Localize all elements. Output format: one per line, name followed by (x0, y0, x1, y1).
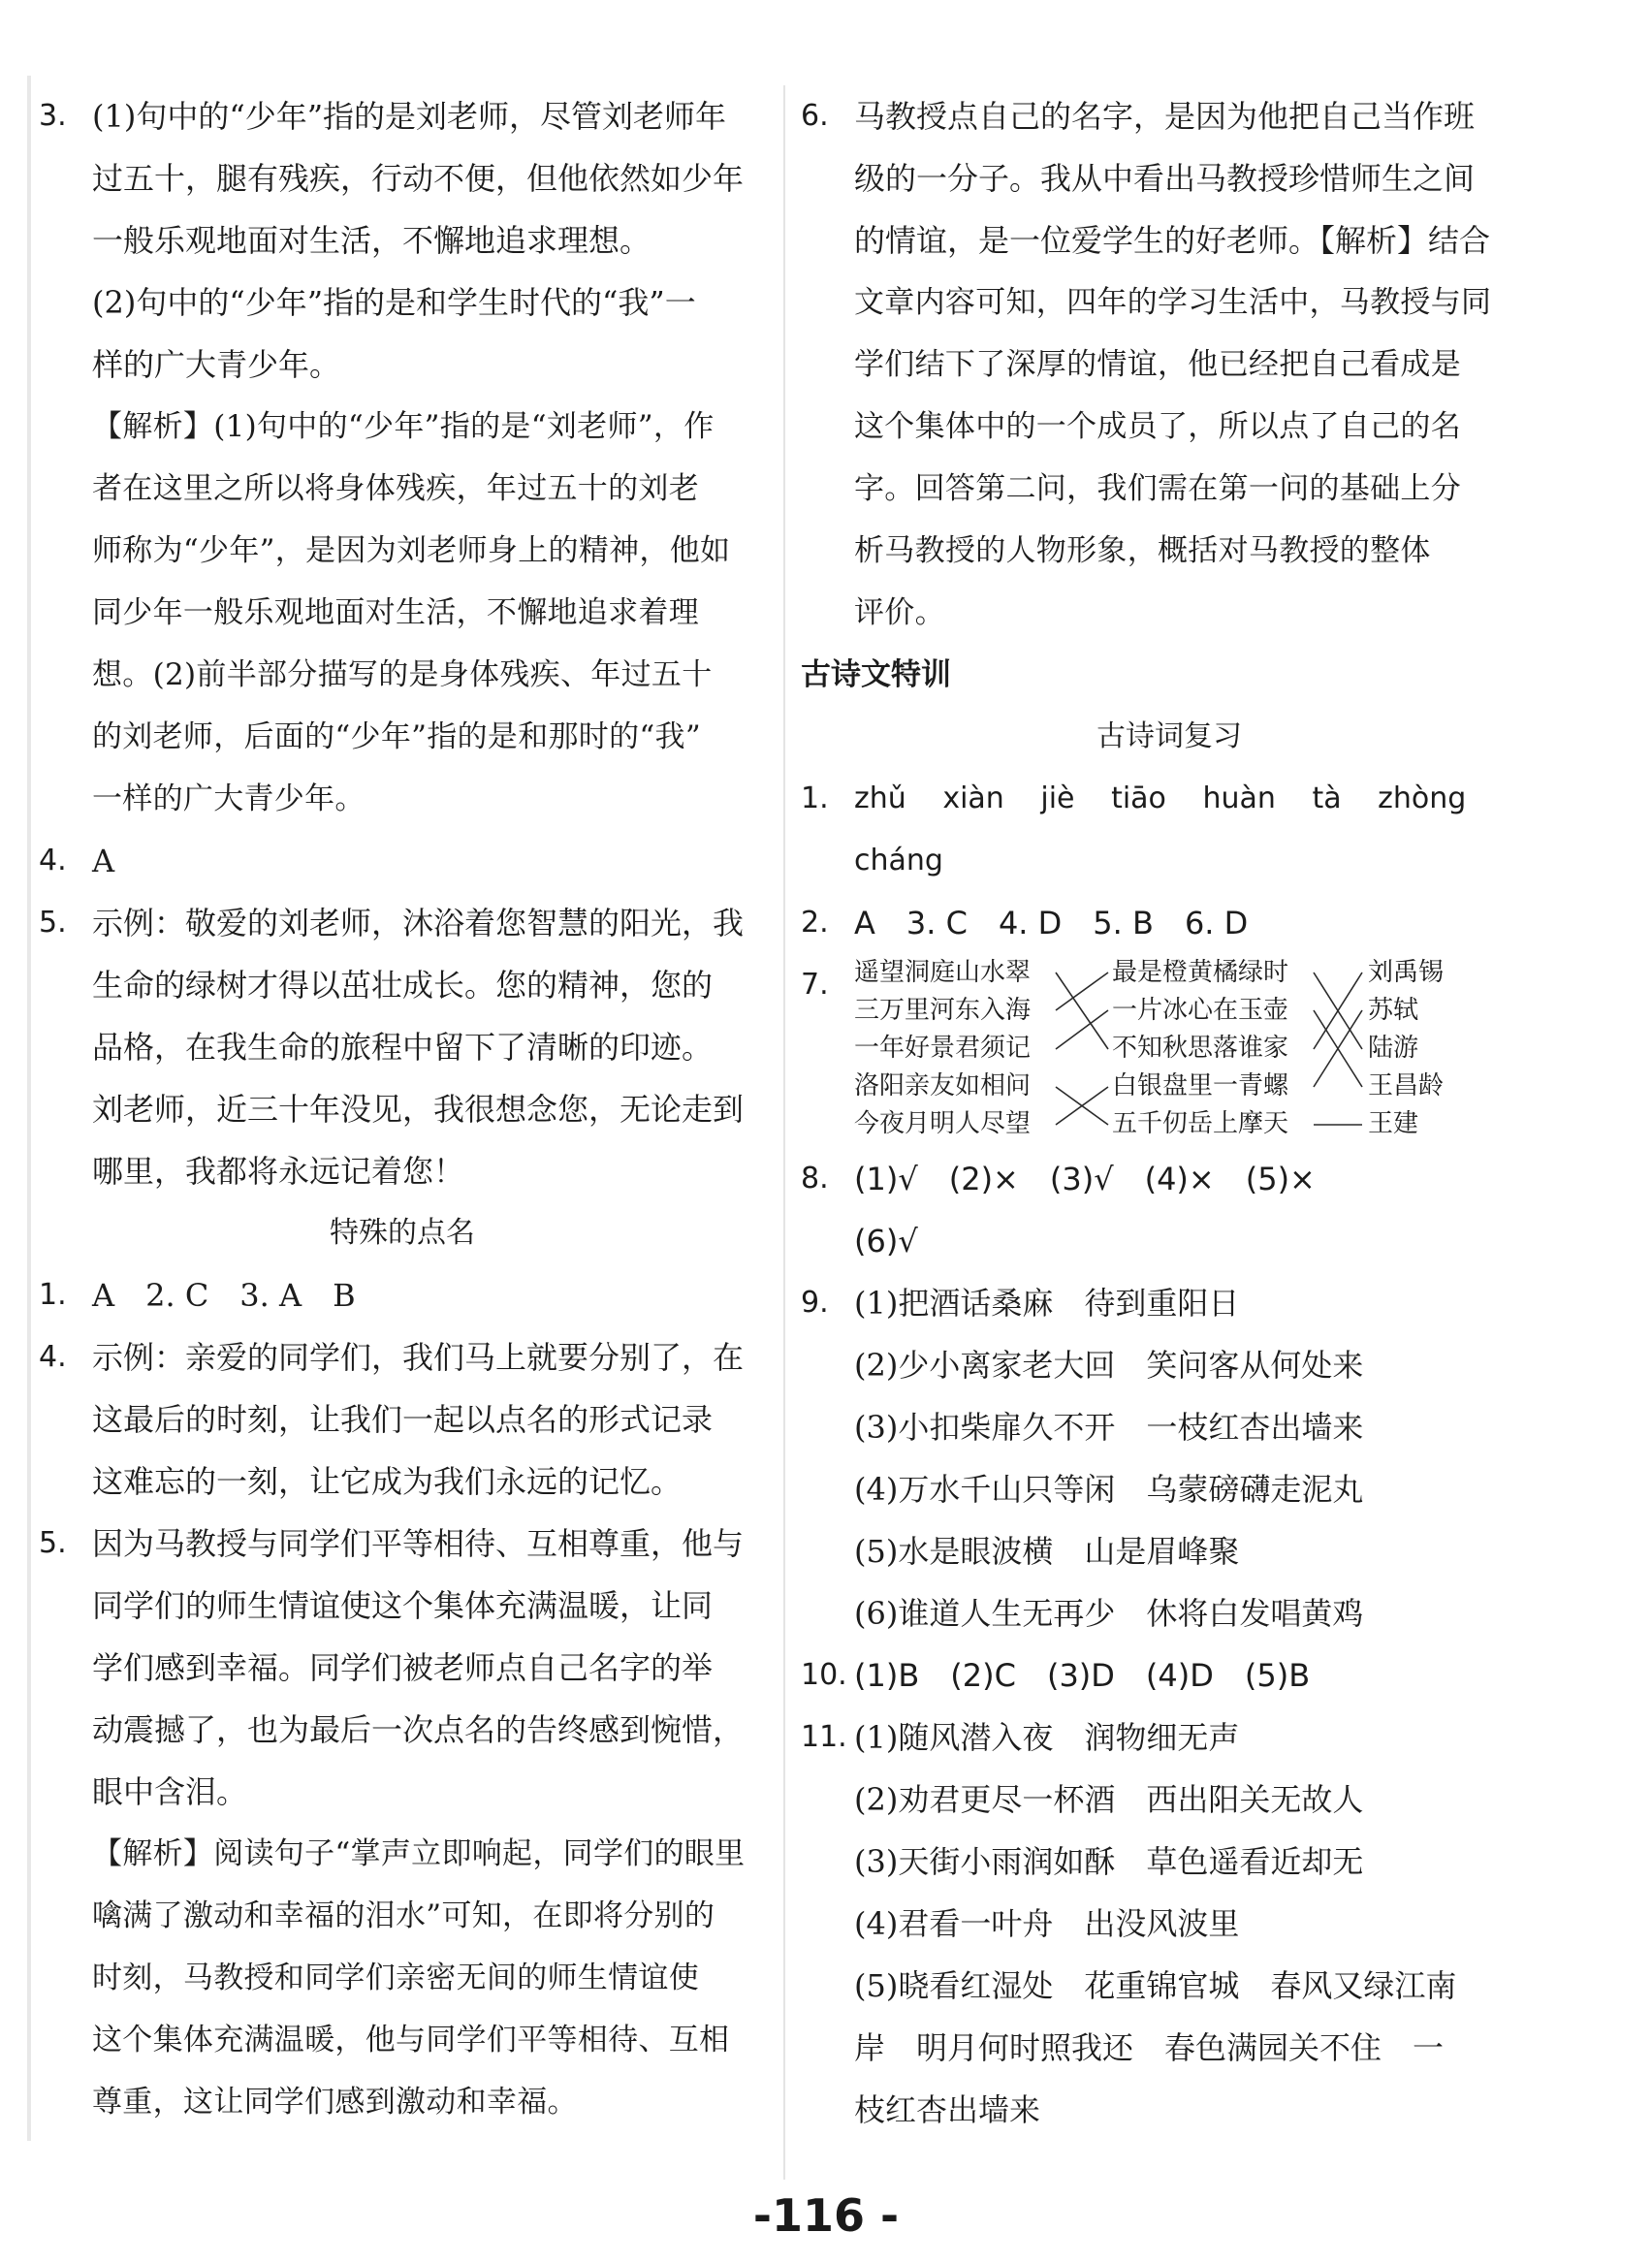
analysis-line: 者在这里之所以将身体残疾，年过五十的刘老 (92, 471, 699, 506)
section-subheading: 古诗词复习 (1096, 719, 1242, 753)
analysis-line: 尊重，这让同学们感到激动和幸福。 (92, 2085, 578, 2120)
right-column (801, 85, 1538, 2141)
answer-line: (5)晓看红湿处 花重锦官城 春风又绿江南 (854, 1967, 1457, 2004)
answer-line: A 2. C 3. A B (92, 1277, 356, 1314)
answer-line: 同学们的师生情谊使这个集体充满温暖，让同 (92, 1587, 714, 1624)
answer-line: (1)随风潜入夜 润物细无声 (854, 1719, 1240, 1756)
poem-line: 一年好景君须记 (854, 1034, 1032, 1063)
poet-name: 王昌龄 (1368, 1071, 1445, 1100)
poem-answer-2 (801, 892, 1538, 954)
answer-line: 哪里，我都将永远记着您！ (92, 1153, 465, 1190)
poem-answer-11 (801, 1706, 1538, 2141)
answer-line: 这个集体中的一个成员了，所以点了自己的名 (854, 409, 1461, 444)
answer-line: 示例：亲爱的同学们，我们马上就要分别了，在 (92, 1339, 745, 1376)
poem-answer-8 (801, 1148, 1538, 1272)
analysis-line: 【解析】阅读句子“掌声立即响起，同学们的眼里 (92, 1836, 746, 1871)
answer-line: 动震撼了，也为最后一次点名的告终感到惋惜， (92, 1711, 745, 1748)
poem-line: 今夜月明人尽望 (854, 1109, 1032, 1138)
match-line (1056, 973, 1108, 1049)
column-divider (783, 85, 785, 2180)
answer-5 (39, 892, 766, 1202)
section-title: 特殊的点名 (330, 1216, 475, 1250)
pinyin: xiàn (942, 781, 1004, 815)
poem-line: 一片冰心在玉壶 (1112, 996, 1289, 1025)
answer-line: 一般乐观地面对生活，不懈地追求理想。 (92, 222, 651, 259)
answer-line: (1)把酒话桑麻 待到重阳日 (854, 1285, 1240, 1322)
answer-line: 这难忘的一刻，让它成为我们永远的记忆。 (92, 1463, 683, 1500)
answer-line: 枝红杏出墙来 (854, 2091, 1041, 2128)
section-heading: 古诗文特训 (801, 657, 951, 692)
answer-number: 4. (39, 1340, 67, 1374)
pinyin: tà (1312, 781, 1342, 815)
analysis-line: 师称为“少年”，是因为刘老师身上的精神，他如 (92, 533, 731, 568)
page-left-rule (27, 76, 31, 2141)
pinyin-row (854, 768, 1538, 830)
poem-answer-9 (801, 1272, 1538, 1644)
answer-line: (5)水是眼波横 山是眉峰聚 (854, 1533, 1240, 1570)
answer-line: (2)劝君更尽一杯酒 西出阳关无故人 (854, 1781, 1364, 1818)
analysis-line: 同少年一般乐观地面对生活，不懈地追求着理 (92, 595, 699, 630)
pinyin: zhòng (1378, 781, 1467, 815)
answer-number: 4. (39, 844, 67, 877)
section-answer-1 (39, 1264, 766, 1326)
poem-line: 白银盘里一青螺 (1112, 1071, 1289, 1100)
answer-line: A (92, 843, 115, 879)
answer-number: 5. (39, 1526, 67, 1560)
poet-name: 刘禹锡 (1368, 958, 1445, 987)
answer-line: 马教授点自己的名字，是因为他把自己当作班 (854, 98, 1476, 135)
answer-number: 3. (39, 99, 67, 133)
answer-line: (3)小扣柴扉久不开 一枝红杏出墙来 (854, 1409, 1364, 1446)
page-number: -116 - (752, 2189, 900, 2242)
poet-column (1368, 954, 1444, 1143)
match-line (1056, 1010, 1108, 1049)
answer-line: 学们感到幸福。同学们被老师点自己名字的举 (92, 1649, 714, 1686)
answer-line: (6)√ (854, 1223, 918, 1260)
poem-answer-10 (801, 1644, 1538, 1706)
pinyin: huàn (1202, 781, 1276, 815)
poem-answer-7 (801, 954, 1538, 1148)
answer-6 (801, 85, 1538, 644)
answer-number: 11. (801, 1720, 847, 1754)
answer-line: 学们结下了深厚的情谊，他已经把自己看成是 (854, 347, 1461, 382)
pinyin: jiè (1040, 781, 1075, 815)
answer-line: (1)句中的“少年”指的是刘老师，尽管刘老师年 (92, 98, 727, 135)
answer-line: (1)√ (2)× (3)√ (4)× (5)× (854, 1161, 1316, 1197)
analysis-line: 噙满了激动和幸福的泪水”可知，在即将分别的 (92, 1898, 715, 1933)
poem-line: 五千仞岳上摩天 (1112, 1109, 1289, 1138)
answer-line: 这最后的时刻，让我们一起以点名的形式记录 (92, 1401, 714, 1438)
answer-line: 刘老师，近三十年没见，我很想念您，无论走到 (92, 1091, 745, 1128)
section-answer-4 (39, 1326, 766, 1513)
answer-line: 级的一分子。我从中看出马教授珍惜师生之间 (854, 160, 1476, 197)
answer-line: 岸 明月何时照我还 春色满园关不住 一 (854, 2029, 1445, 2066)
analysis-line: 【解析】(1)句中的“少年”指的是“刘老师”，作 (92, 409, 715, 444)
poem-line: 洛阳亲友如相问 (854, 1071, 1032, 1100)
pinyin: tiāo (1111, 781, 1166, 815)
poet-name: 苏轼 (1368, 996, 1419, 1025)
answer-line: 的情谊，是一位爱学生的好老师。【解析】结合 (854, 222, 1491, 259)
answer-line: 因为马教授与同学们平等相待、互相尊重，他与 (92, 1525, 745, 1562)
answer-line: (2)句中的“少年”指的是和学生时代的“我”一 (92, 284, 696, 321)
section-answer-5 (39, 1513, 766, 2133)
poet-name: 王建 (1368, 1109, 1419, 1138)
analysis-line: 这个集体充满温暖，他与同学们平等相待、互相 (92, 2023, 730, 2057)
answer-number: 9. (801, 1286, 829, 1320)
answer-line: (1)B (2)C (3)D (4)D (5)B (854, 1657, 1311, 1694)
answer-4 (39, 830, 766, 892)
answer-number: 7. (801, 968, 829, 1002)
answer-line: 评价。 (854, 595, 945, 630)
poem-line-column-1 (854, 954, 1031, 1143)
answer-line: (4)万水千山只等闲 乌蒙磅礴走泥丸 (854, 1471, 1364, 1508)
answer-line: (6)谁道人生无再少 休将白发唱黄鸡 (854, 1595, 1364, 1632)
left-column (39, 85, 766, 2133)
answer-line: 析马教授的人物形象，概括对马教授的整体 (854, 533, 1431, 568)
analysis-line: 想。(2)前半部分描写的是身体残疾、年过五十 (92, 657, 713, 692)
poem-answer-1 (801, 768, 1538, 892)
match-line (1056, 973, 1108, 1010)
poem-line: 遥望洞庭山水翠 (854, 958, 1032, 987)
answer-line: 过五十，腿有残疾，行动不便，但他依然如少年 (92, 160, 745, 197)
answer-line: 生命的绿树才得以茁壮成长。您的精神，您的 (92, 967, 714, 1004)
answer-line: 眼中含泪。 (92, 1773, 248, 1810)
answer-number: 6. (801, 99, 829, 133)
pinyin: zhǔ (854, 781, 906, 815)
pinyin: cháng (854, 844, 943, 877)
answer-number: 1. (39, 1278, 67, 1312)
answer-number: 5. (39, 906, 67, 940)
answer-number: 8. (801, 1162, 829, 1196)
poem-line: 最是橙黄橘绿时 (1112, 958, 1289, 987)
answer-line: 品格，在我生命的旅程中留下了清晰的印迹。 (92, 1029, 714, 1066)
answer-line: 字。回答第二问，我们需在第一问的基础上分 (854, 471, 1461, 506)
answer-number: 10. (801, 1658, 847, 1692)
analysis-line: 时刻，马教授和同学们亲密无间的师生情谊使 (92, 1961, 699, 1995)
answer-line: (2)少小离家老大回 笑问客从何处来 (854, 1347, 1364, 1384)
answer-number: 2. (801, 906, 829, 940)
answer-line: 样的广大青少年。 (92, 346, 341, 383)
analysis-line: 的刘老师，后面的“少年”指的是和那时的“我” (92, 719, 701, 754)
answer-line: A 3. C 4. D 5. B 6. D (854, 905, 1249, 941)
poem-line: 三万里河东入海 (854, 996, 1032, 1025)
answer-line: (4)君看一叶舟 出没风波里 (854, 1905, 1240, 1942)
analysis-line: 一样的广大青少年。 (92, 781, 365, 816)
poet-name: 陆游 (1368, 1034, 1419, 1063)
answer-3 (39, 85, 766, 830)
answer-line: (3)天街小雨润如酥 草色遥看近却无 (854, 1843, 1364, 1880)
matching-diagram (854, 954, 1533, 1148)
poem-line-column-2 (1112, 954, 1288, 1143)
answer-line: 示例：敬爱的刘老师，沐浴着您智慧的阳光，我 (92, 905, 745, 941)
answer-line: 文章内容可知，四年的学习生活中，马教授与同 (854, 285, 1492, 320)
answer-number: 1. (801, 781, 829, 815)
poem-line: 不知秋思落谁家 (1112, 1034, 1289, 1063)
